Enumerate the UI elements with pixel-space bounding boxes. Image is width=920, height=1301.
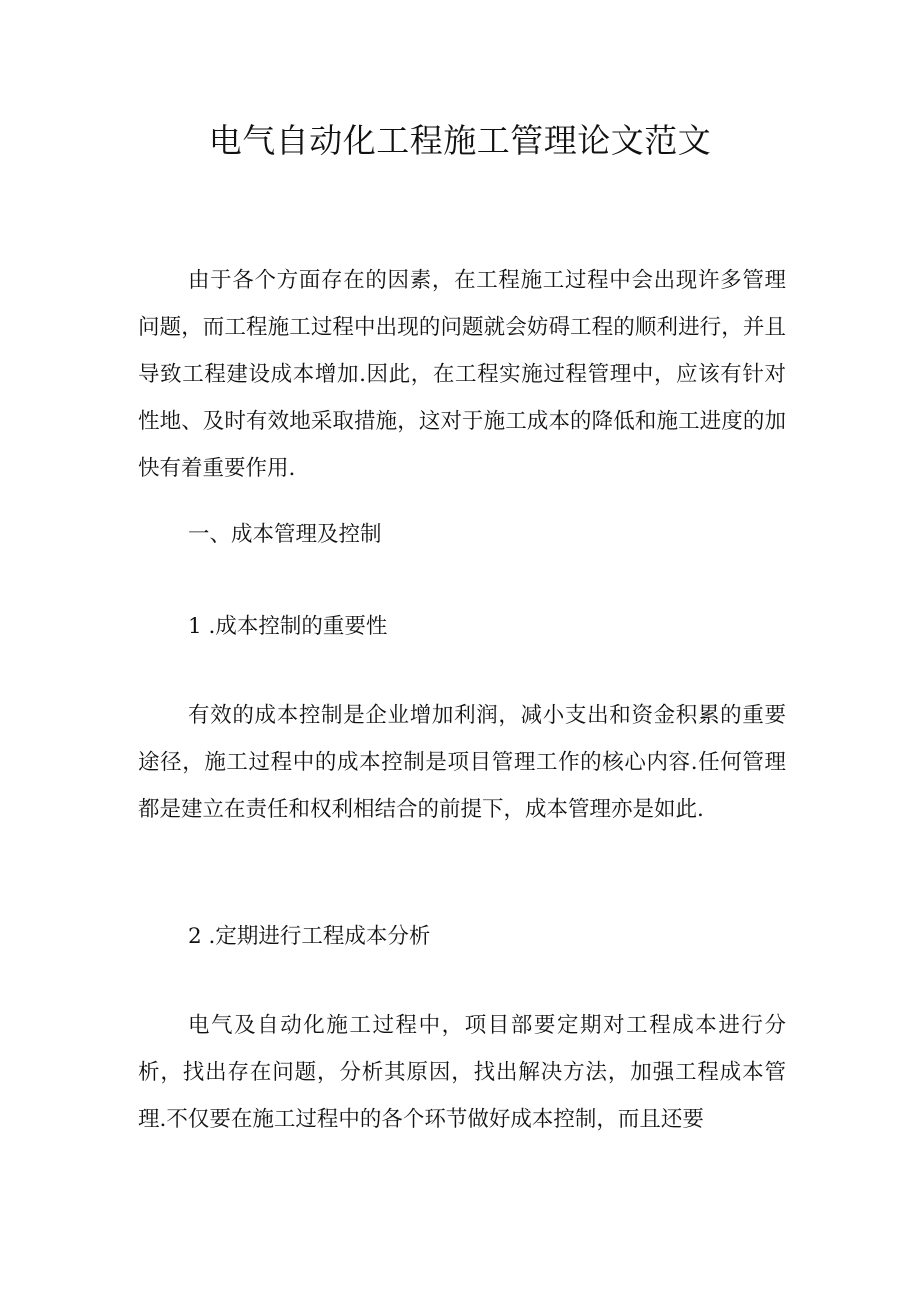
subsection-heading-cost-analysis: 2 .定期进行工程成本分析 — [188, 924, 431, 949]
intro-paragraph: 由于各个方面存在的因素，在工程施工过程中会出现许多管理问题，而工程施工过程中出现的问题就会妨碍工程的顺利进行，并且导致工程建设成本增加.因此，在工程实施过程管理中，应该有针对性地、及时有效地采取措施，这对于施工成本的降低和施工进度的加快有着重要作用. — [138, 268, 786, 481]
subsection-heading-importance: 1 .成本控制的重要性 — [188, 614, 388, 639]
document-title: 电气自动化工程施工管理论文范文 — [208, 121, 712, 160]
section-heading-cost-management: 一、成本管理及控制 — [188, 522, 382, 547]
subsection-body-importance: 有效的成本控制是企业增加利润，减小支出和资金积累的重要途径，施工过程中的成本控制是项目管理工作的核心内容.任何管理都是建立在责任和权利相结合的前提下，成本管理亦是如此. — [138, 703, 786, 822]
subsection-body-cost-analysis: 电气及自动化施工过程中，项目部要定期对工程成本进行分析，找出存在问题，分析其原因，找出解决方法，加强工程成本管理.不仅要在施工过程中的各个环节做好成本控制，而且还要 — [138, 1013, 786, 1132]
